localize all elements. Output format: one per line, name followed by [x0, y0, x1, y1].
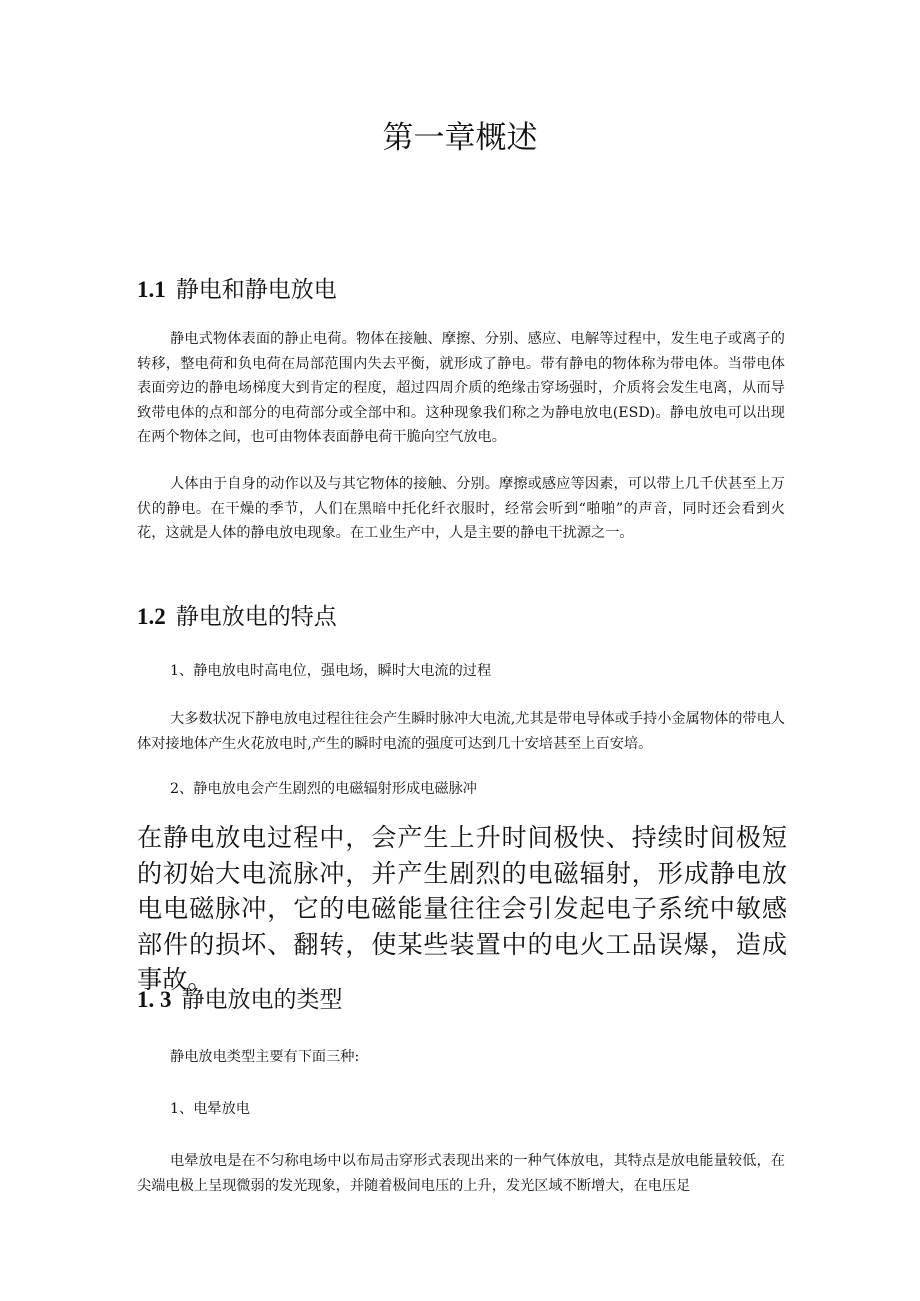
esd-types-intro: 静电放电类型主要有下面三种:: [170, 1049, 360, 1065]
chapter-title: 第一章概述: [382, 120, 538, 156]
section-heading-1-1: [137, 274, 337, 306]
paragraph-corona-discharge: 电晕放电是在不匀称电场中以布局击穿形式表现出来的一种气体放电，其特点是放电能量较低，在尖端电极上呈现微弱的发光现象，并随着极间电压的上升，发光区域不断增大，在电压足: [137, 1153, 785, 1194]
section-title: 静电放电的类型: [181, 987, 343, 1013]
list-item-corona: 1、电晕放电: [170, 1101, 250, 1117]
section-number: 1.1: [137, 277, 166, 302]
list-item-2: 2、静电放电会产生剧烈的电磁辐射形成电磁脉冲: [170, 781, 477, 797]
paragraph-high-current: 大多数状况下静电放电过程往往会产生瞬时脉冲大电流,尤其是带电导体或手持小金属物体的带电人体对接地体产生火花放电时,产生的瞬时电流的强度可达到几十安培甚至上百安培。: [137, 711, 785, 752]
section-number: 1.2: [137, 604, 166, 629]
section-number: 1. 3: [137, 987, 172, 1012]
paragraph-human-body-esd: 人体由于自身的动作以及与其它物体的接触、分别。摩擦或感应等因素，可以带上几千伏甚至上万伏的静电。在干燥的季节，人们在黑暗中托化纤衣服时，经常会听到“啪啪”的声音，同时还会看到火花，这就是人体的静电放电现象。在工业生产中，人是主要的静电干扰源之一。: [137, 476, 785, 541]
list-item-1: 1、静电放电时高电位，强电场，瞬时大电流的过程: [170, 663, 492, 679]
section-heading-1-2: [137, 601, 337, 633]
section-heading-1-3: [137, 984, 343, 1016]
section-title: 静电和静电放电: [175, 277, 337, 303]
paragraph-static-electricity: 静电式物体表面的静止电荷。物体在接触、摩擦、分别、感应、电解等过程中，发生电子或离子的转移，整电荷和负电荷在局部范围内失去平衡，就形成了静电。带有静电的物体称为带电体。当带电体表面旁边的静电场梯度大到肯定的程度，超过四周介质的绝缘击穿场强时，介质将会发生电离，从而导致带电体的点和部分的电荷部分或全部中和。这种现象我们称之为静电放电(ESD)。静电放电可以出现在两个物体之间，也可由物体表面静电荷干脆向空气放电。: [137, 331, 785, 445]
section-title: 静电放电的特点: [175, 604, 337, 630]
paragraph-em-pulse: 在静电放电过程中，会产生上升时间极快、持续时间极短的初始大电流脉冲，并产生剧烈的电磁辐射，形成静电放电电磁脉冲，它的电磁能量往往会引发起电子系统中敏感部件的损坏、翻转，使某些装置中的电火工品误爆，造成事故。: [137, 823, 787, 994]
